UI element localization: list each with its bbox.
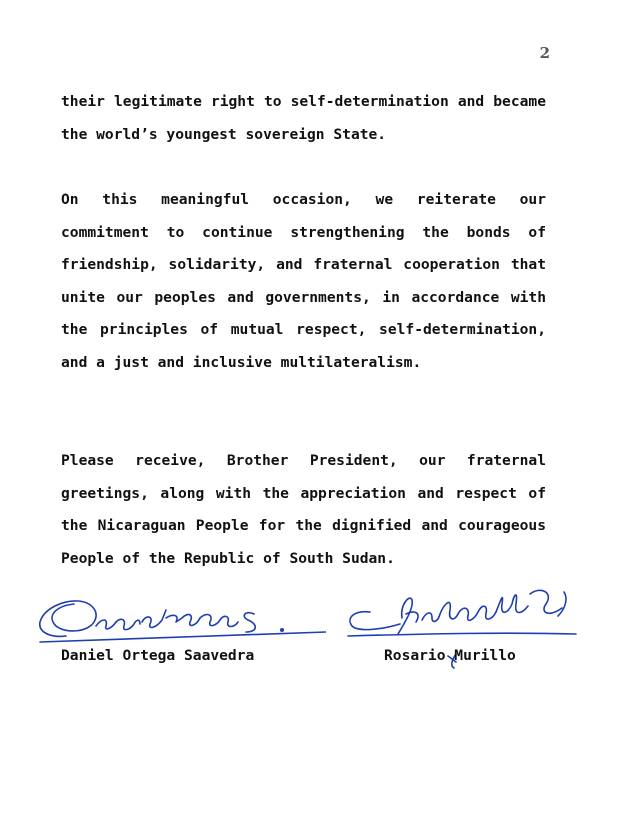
signatory-name-daniel-ortega-saavedra: Daniel Ortega Saavedra	[61, 647, 255, 664]
page-number: 2	[539, 44, 550, 62]
paragraph-1: their legitimate right to self-determination and became the world’s youngest sovereign State.	[61, 93, 546, 143]
signatory-name-rosario-murillo: Rosario Murillo	[384, 647, 516, 664]
signature-daniel-ortega	[36, 588, 326, 648]
paragraph-3: Please receive, Brother President, our fraternal greetings, along with the appreciation and respect of the Nicaraguan People for the dignified and courageous People of the Republic of South Sudan.	[61, 452, 546, 567]
paragraph-2: On this meaningful occasion, we reiterate our commitment to continue strengthening the bonds of friendship, solidarity, and fraternal cooperation that unite our peoples and governments, in accordance with the principles of mutual respect, self-determination, and a just and inclusive multilateralism.	[61, 191, 546, 371]
